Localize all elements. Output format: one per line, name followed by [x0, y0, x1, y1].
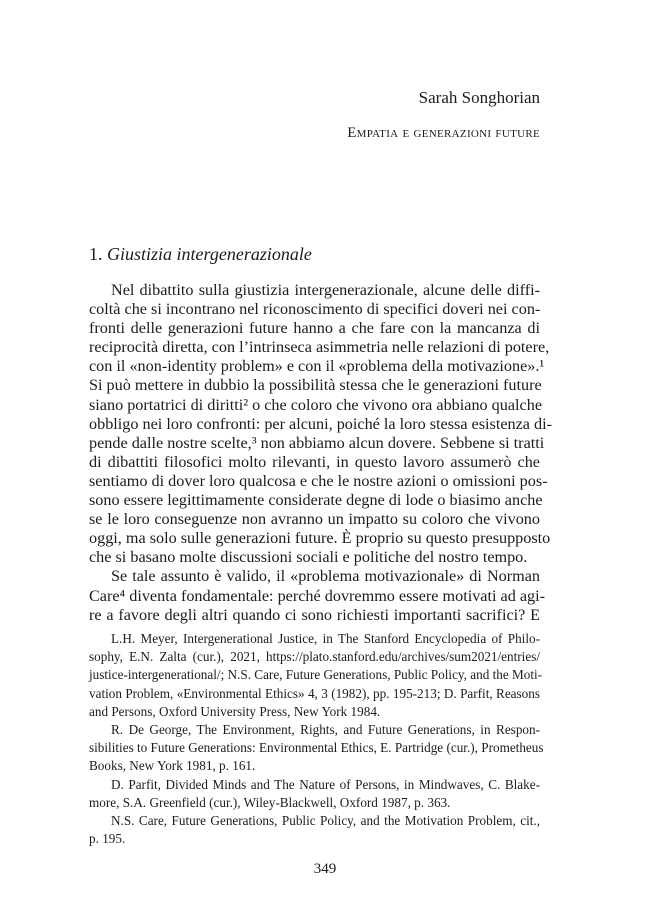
text-line: obbligo nei loro confronti: per alcuni, poiché la loro stessa esistenza di- — [89, 414, 553, 433]
paragraph — [89, 281, 553, 567]
text-line: fronti delle generazioni future hanno a che fare con la mancanza di — [89, 319, 540, 338]
footnote-line: Books, New York 1981, p. 161. — [89, 758, 256, 774]
text-line: Care⁴ diventa fondamentale: perché dovremmo essere motivati ad agi- — [89, 586, 546, 605]
text-line: con il «non-identity problem» e con il «problema della motivazione».¹ — [89, 357, 545, 376]
section-title: Giustizia intergenerazionale — [107, 244, 312, 264]
text-line: Se tale assunto è valido, il «problema motivazionale» di Norman — [111, 567, 540, 586]
text-line: se le loro conseguenze non avranno un impatto su coloro che vivono — [89, 510, 540, 529]
footnote — [89, 630, 543, 721]
footnote-line: L.H. Meyer, Intergenerational Justice, in The Stanford Encyclopedia of Philo- — [111, 631, 540, 646]
body-text — [89, 281, 553, 625]
footnote-line: sibilities to Future Generations: Environmental Ethics, E. Partridge (cur.), Prometheus — [89, 740, 544, 756]
footnote-line: R. De George, The Environment, Rights, and Future Generations, in Respon- — [111, 721, 540, 737]
text-line: pende dalle nostre scelte,³ non abbiamo alcun dovere. Sebbene si tratti — [89, 433, 545, 452]
footnote-line: sophy, E.N. Zalta (cur.), 2021, https://plato.stanford.edu/archives/sum2021/entries/ — [89, 649, 540, 665]
text-line: sentiamo di dover loro qualcosa e che le nostre azioni o omissioni pos- — [89, 471, 548, 490]
page-number: 349 — [313, 861, 337, 877]
footnote — [89, 812, 540, 848]
footnote-line: p. 195. — [89, 831, 126, 847]
text-line: re a favore degli altri quando ci sono richiesti importanti sacrifici? E — [89, 605, 540, 624]
section-heading — [89, 244, 312, 265]
footnote-line: justice-intergenerational/; N.S. Care, Future Generations, Public Policy, and the Moti- — [89, 667, 543, 683]
text-line: reciprocità diretta, con l’intrinseca asimmetria nelle relazioni di potere, — [89, 338, 550, 357]
footnote-line: and Persons, Oxford University Press, New York 1984. — [89, 703, 381, 719]
text-line: oggi, ma solo sulle generazioni future. È proprio su questo presupposto — [89, 529, 551, 548]
footnote-line: D. Parfit, Divided Minds and The Nature of Persons, in Mindwaves, C. Blake- — [111, 776, 540, 792]
text-line: che si basano molte discussioni sociali e politiche del nostro tempo. — [89, 548, 528, 567]
text-line: siano portatrici di diritti² o che coloro che vivono ora abbiano qualche — [89, 395, 543, 414]
text-line: di dibattiti filosofici molto rilevanti, in questo lavoro assumerò che — [89, 452, 540, 471]
text-line: coltà che si incontrano nel riconoscimento di specifici doveri nei con- — [89, 300, 541, 319]
text-line: Si può mettere in dubbio la possibilità stessa che le generazioni future — [89, 376, 542, 395]
footnote-line: N.S. Care, Future Generations, Public Policy, and the Motivation Problem, cit., — [111, 812, 540, 828]
section-number: 1. — [89, 244, 103, 264]
running-title: Empatia e generazioni future — [347, 125, 540, 141]
text-line: sono essere legittimamente considerate degne di lode o biasimo anche — [89, 491, 543, 510]
footnote-line: more, S.A. Greenfield (cur.), Wiley-Blackwell, Oxford 1987, p. 363. — [89, 794, 451, 810]
footnote — [89, 721, 544, 776]
text-line: Nel dibattito sulla giustizia intergenerazionale, alcune delle diffi- — [111, 281, 540, 299]
footnotes — [89, 630, 544, 848]
paragraph — [89, 567, 546, 624]
footnote — [89, 776, 540, 812]
footnote-line: vation Problem, «Environmental Ethics» 4, 3 (1982), pp. 195-213; D. Parfit, Reasons — [89, 685, 540, 701]
running-author: Sarah Songhorian — [418, 88, 540, 107]
